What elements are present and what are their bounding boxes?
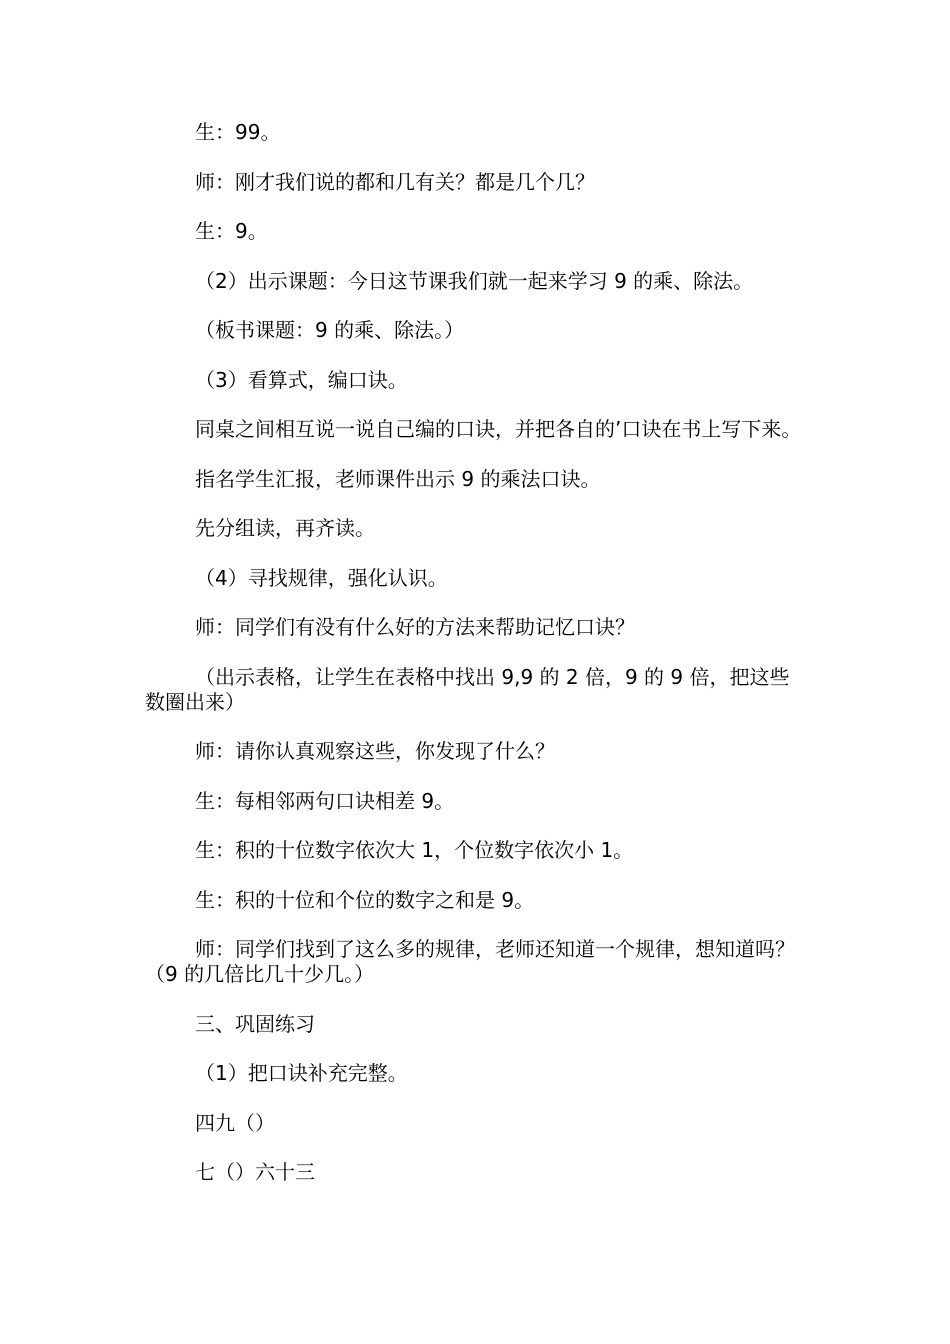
paragraph: 师：同学们有没有什么好的方法来帮助记忆口诀？ — [195, 615, 635, 639]
paragraph: （板书课题：9 的乘、除法。） — [195, 318, 465, 342]
document-body — [145, 120, 807, 1210]
paragraph: （4）寻找规律，强化认识。 — [195, 565, 448, 590]
section-heading: 三、巩固练习 — [195, 1011, 315, 1036]
paragraph: 师：同学们找到了这么多的规律，老师还知道一个规律，想知道吗？（9 的几倍比几十少几。） — [145, 937, 795, 986]
paragraph: 先分组读，再齐读。 — [195, 516, 375, 540]
paragraph: （1）把口诀补充完整。 — [195, 1061, 408, 1085]
paragraph: 生：积的十位和个位的数字之和是 9。 — [195, 887, 535, 912]
paragraph: 师：请你认真观察这些，你发现了什么？ — [195, 739, 555, 763]
paragraph: 生：积的十位数字依次大 1，个位数字依次小 1。 — [195, 838, 634, 862]
paragraph: 同桌之间相互说一说自己编的口诀，并把各自的’口诀在书上写下来。 — [195, 417, 802, 441]
paragraph: 生：每相邻两句口诀相差 9。 — [195, 788, 455, 813]
paragraph: 生：9。 — [195, 219, 268, 243]
paragraph: 生：99。 — [195, 120, 281, 144]
paragraph: 七（）六十三 — [195, 1160, 315, 1184]
paragraph: 指名学生汇报，老师课件出示 9 的乘法口诀。 — [195, 466, 601, 491]
paragraph: （出示表格，让学生在表格中找出 9,9 的 2 倍，9 的 9 倍，把这些数圈出来） — [145, 664, 790, 714]
paragraph: （2）出示课题：今日这节课我们就一起来学习 9 的乘、除法。 — [195, 268, 754, 293]
paragraph: 师：刚才我们说的都和几有关？都是几个几？ — [195, 169, 595, 194]
paragraph: （3）看算式，编口诀。 — [195, 367, 408, 392]
paragraph: 四九（） — [195, 1110, 275, 1135]
